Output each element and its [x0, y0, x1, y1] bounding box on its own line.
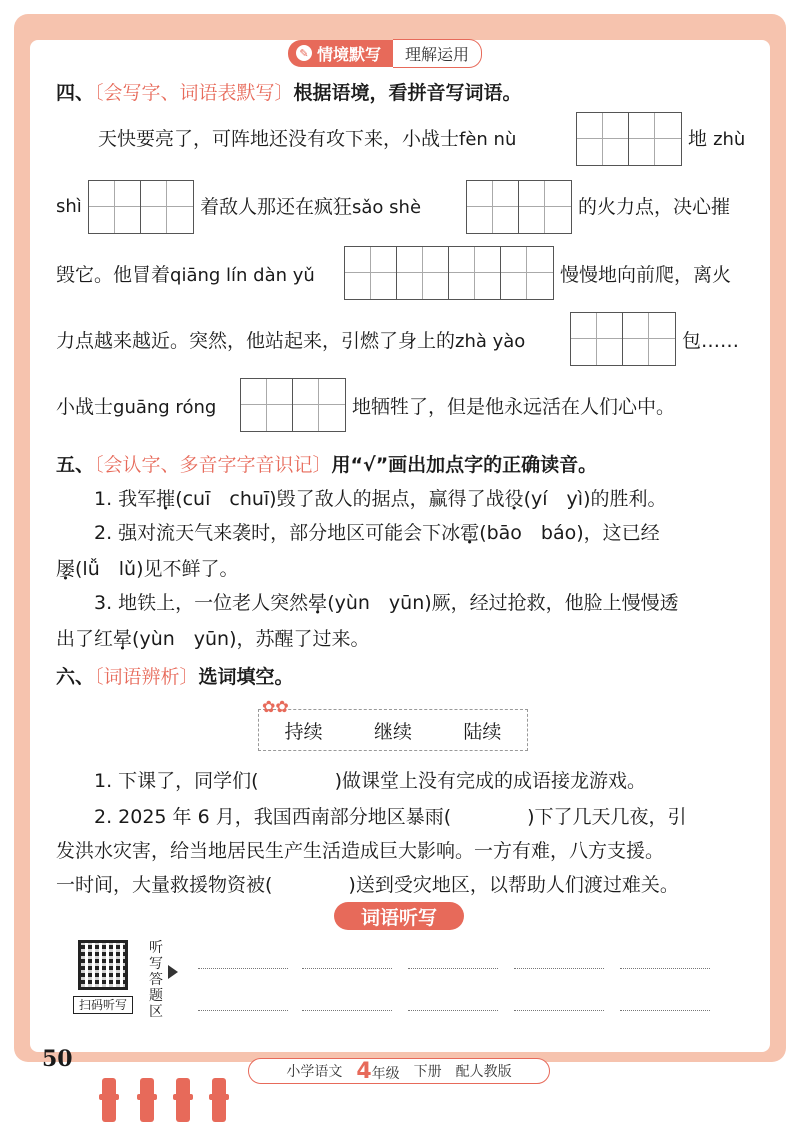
dictation-answer-line[interactable] — [620, 1010, 710, 1011]
dictation-answer-line[interactable] — [198, 968, 288, 969]
section5-heading: 五、〔会认字、多音字字音识记〕用“√”画出加点字的正确读音。 — [56, 454, 598, 476]
s6-q2: 2. 2025 年 6 月，我国西南部分地区暴雨( )下了几天几夜，引 — [94, 806, 687, 828]
dictation-answer-line[interactable] — [620, 968, 710, 969]
dictation-answer-line[interactable] — [302, 1010, 392, 1011]
s4-line5-start: 小战士guāng róng — [56, 396, 217, 418]
dictation-answer-line[interactable] — [408, 1010, 498, 1011]
s4-line5-end: 地牺牲了，但是他永远活在人们心中。 — [352, 396, 676, 418]
qr-label: 扫码听写 — [73, 996, 133, 1014]
s4-line2-end: 的火力点，决心摧 — [578, 196, 731, 218]
s5-q2-cont: 屡(lǚ lǔ)见不鲜了。 — [56, 558, 239, 580]
dictation-answer-line[interactable] — [408, 968, 498, 969]
s6-q1: 1. 下课了，同学们( )做课堂上没有完成的成语接龙游戏。 — [94, 770, 646, 792]
s4-line2-start: shì — [56, 196, 82, 217]
page-number: 50 — [42, 1046, 73, 1072]
word-option: 陆续 — [463, 720, 502, 743]
answer-grid-fennu[interactable] — [576, 112, 682, 166]
stars-icon: ✿✿ — [262, 697, 289, 716]
answer-grid-saoshe[interactable] — [466, 180, 572, 234]
section6-heading: 六、〔词语辨析〕选词填空。 — [56, 666, 294, 688]
binding-ring — [140, 1078, 154, 1122]
header-tag-left: ✎ 情境默写 — [288, 40, 393, 67]
answer-grid-zhayao[interactable] — [570, 312, 676, 366]
answer-grid-qianglindanyu[interactable] — [344, 246, 554, 300]
s4-line3-start: 毁它。他冒着qiāng lín dàn yǔ — [56, 264, 315, 286]
s5-q1: 1. 我军摧(cuī chuī)毁了敌人的据点，赢得了战役(yí yì)的胜利。 — [94, 488, 667, 510]
header-tag-right: 理解运用 — [393, 39, 482, 68]
s4-line4-start: 力点越来越近。突然，他站起来，引燃了身上的zhà yào — [56, 330, 526, 352]
dictation-answer-line[interactable] — [514, 1010, 604, 1011]
binding-ring — [212, 1078, 226, 1122]
binding-ring — [176, 1078, 190, 1122]
word-option: 持续 — [284, 720, 323, 743]
s4-line1: 天快要亮了，可阵地还没有攻下来，小战士fèn nù — [98, 128, 517, 150]
s4-line3-end: 慢慢地向前爬，离火 — [560, 264, 732, 286]
word-option: 继续 — [373, 720, 412, 743]
dictation-banner: 词语听写 — [334, 902, 464, 930]
word-bank — [258, 709, 528, 751]
answer-grid-guangrong[interactable] — [240, 378, 346, 432]
footer-book-info: 小学语文 4年级 下册 配人教版 — [248, 1058, 550, 1084]
dictation-answer-line[interactable] — [514, 968, 604, 969]
dictation-answer-line[interactable] — [198, 1010, 288, 1011]
s4-line4-end: 包…… — [682, 330, 740, 352]
qr-code-icon[interactable] — [78, 940, 128, 990]
answer-grid-zhushi[interactable] — [88, 180, 194, 234]
dictation-answer-line[interactable] — [302, 968, 392, 969]
s6-q2-cont1: 发洪水灾害，给当地居民生产生活造成巨大影响。一方有难，八方支援。 — [56, 840, 665, 862]
arrow-right-icon — [168, 965, 178, 979]
s5-q3-cont: 出了红晕(yùn yūn)，苏醒了过来。 — [56, 628, 370, 650]
section4-heading: 四、〔会写字、词语表默写〕根据语境，看拼音写词语。 — [56, 82, 522, 104]
s5-q2: 2. 强对流天气来袭时，部分地区可能会下冰雹(bāo báo)，这已经 — [94, 522, 660, 544]
binding-ring — [102, 1078, 116, 1122]
section-header-tag — [288, 40, 482, 66]
s6-q2-cont2: 一时间，大量救援物资被( )送到受灾地区，以帮助人们渡过难关。 — [56, 874, 679, 896]
dictation-area-label: 听写答题区 — [149, 940, 163, 1020]
s4-line2-mid: 着敌人那还在疯狂sǎo shè — [200, 196, 422, 218]
pen-icon: ✎ — [296, 45, 312, 61]
s4-line1-end: 地 zhù — [688, 128, 746, 150]
s5-q3: 3. 地铁上，一位老人突然晕(yùn yūn)厥，经过抢救，他脸上慢慢透 — [94, 592, 679, 614]
